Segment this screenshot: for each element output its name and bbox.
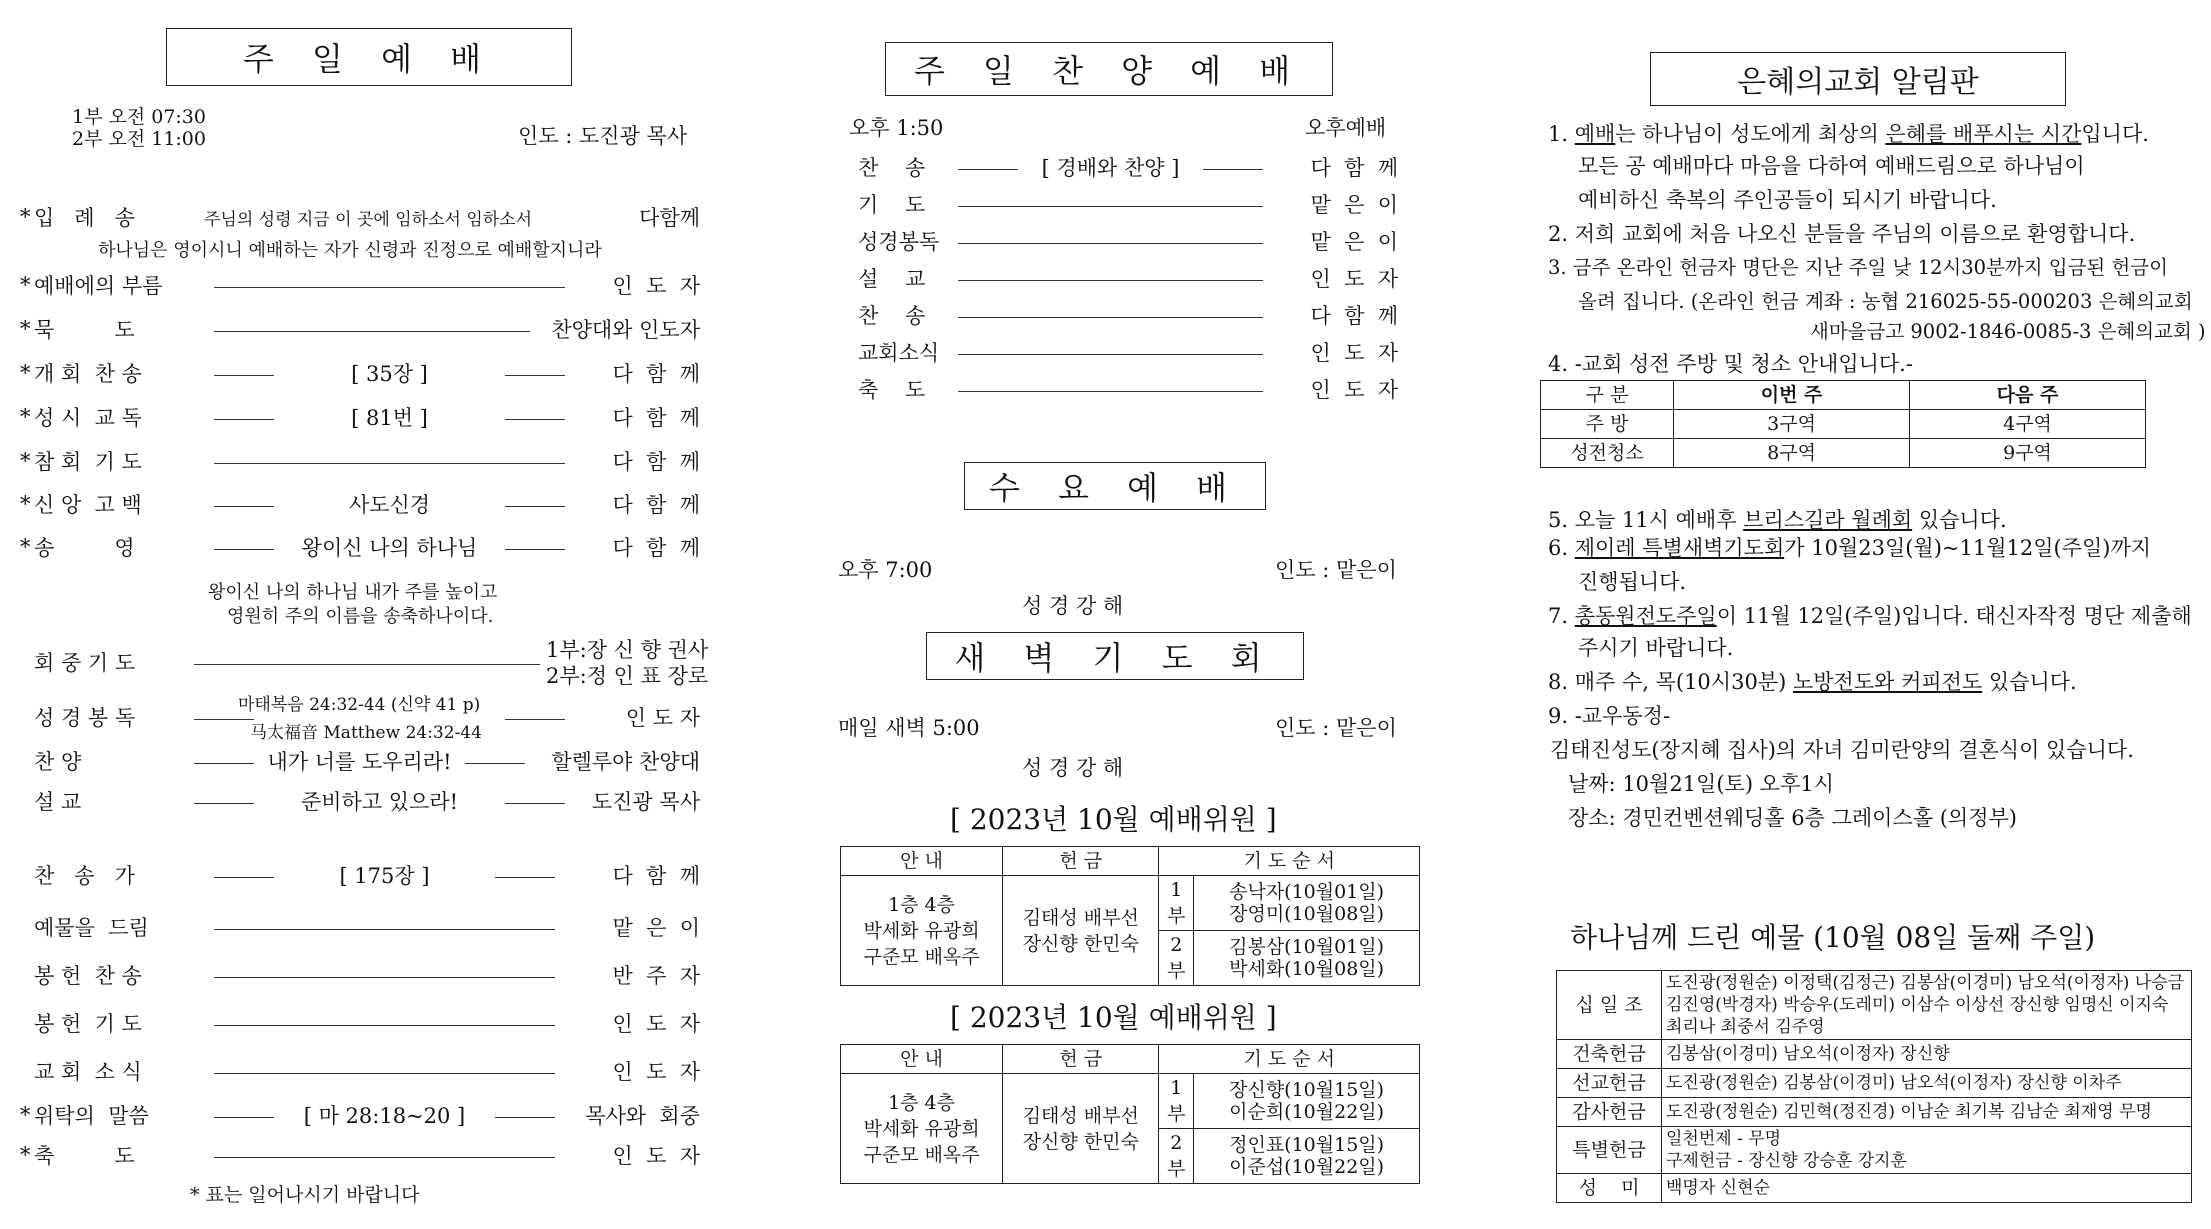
item-label: 성 경 봉 독 [34, 706, 136, 730]
item-mid: [ 175장 ] [339, 864, 430, 888]
offering-row [1557, 971, 2192, 1040]
notice-1-line-2: 모든 공 예배마다 마음을 다하여 예배드림으로 하나님이 [1578, 154, 2085, 178]
dawn-body: 성 경 강 해 [1022, 756, 1124, 780]
part-label: 1부 [1159, 1074, 1194, 1129]
cleaning-cell: 4구역 [1910, 410, 2146, 439]
notice-3-line-3: 새마을금고 9002-1846-0085-3 은혜의교회 ) [1810, 320, 2206, 343]
notice-6 [1548, 532, 2151, 562]
item-mid: 왕이신 나의 하나님 [301, 536, 478, 560]
item-right: 반 주 자 [612, 964, 700, 988]
offering-line: 김봉삼(이경미) 남오석(이정자) 장신향 [1666, 1044, 1950, 1064]
item-mid: 준비하고 있으라! [300, 790, 459, 814]
item-right: 할렐루야 찬양대 [551, 750, 700, 774]
notice-underline: 제이레 특별새벽기도회 [1574, 536, 1785, 560]
item-label: 참 회 기 도 [34, 450, 142, 474]
item-label: 회 중 기 도 [34, 651, 136, 675]
item-right: 찬양대와 인도자 [551, 318, 700, 342]
offering-line: 도진광(정원순) 김봉삼(이경미) 남오석(이정자) 장신향 이차주 [1666, 1073, 2122, 1093]
item-label: 교회소식 [858, 341, 940, 365]
prayer-name: 송낙자(10월01일) [1229, 881, 1385, 903]
notice-1-line-3: 예비하신 축복의 주인공들이 되시기 바랍니다. [1578, 188, 1997, 212]
dawn-time: 매일 새벽 5:00 [838, 716, 980, 740]
service-item-row [20, 1138, 700, 1172]
sunday-service-title: 주 일 예 배 [166, 28, 572, 86]
scripture-ref-chinese: 马太福音 Matthew 24:32-44 [250, 723, 482, 743]
notice-underline: 총동원전도주일 [1574, 604, 1717, 628]
item-label: 봉 헌 찬 송 [34, 964, 142, 988]
offering-line: 구제헌금 - 장신향 강승훈 강지훈 [1666, 1151, 1907, 1171]
offering-line: 백명자 신현순 [1666, 1178, 1770, 1198]
afternoon-item-row [858, 335, 1398, 369]
notice-text: 8. 매주 수, 목(10시30분) [1548, 670, 1793, 694]
service-item-row [20, 1006, 700, 1040]
part-label: 2부 [1159, 931, 1194, 986]
offering-category: 선교헌금 [1557, 1069, 1662, 1098]
item-label: 예물을 드림 [34, 916, 149, 940]
offering-row [1557, 1098, 2192, 1127]
item-label: 신 앙 고 백 [34, 493, 142, 517]
offering-line: 도진광(정원순) 이정택(김정근) 김봉삼(이경미) 남오석(이정자) 나승금 [1666, 973, 2185, 993]
committee-title-1: [ 2023년 10월 예배위원 ] [950, 803, 1277, 836]
item-label: 축 도 [34, 1144, 135, 1168]
notice-1 [1548, 118, 2149, 148]
afternoon-type: 오후예배 [1305, 116, 1387, 140]
offering-category: 감사헌금 [1557, 1098, 1662, 1127]
cleaning-header: 구 분 [1541, 381, 1674, 410]
notice-5 [1548, 504, 2007, 534]
service-item-row [20, 400, 700, 434]
item-right: 맡 은 이 [1310, 230, 1398, 254]
item-right: 인 도 자 [1310, 267, 1398, 291]
item-label: 묵 도 [34, 318, 135, 342]
service-item-row [20, 200, 700, 234]
notice-underline: 예배 [1574, 122, 1616, 146]
notice-text: 입니다. [2081, 122, 2149, 146]
item-right: 다 함 께 [612, 450, 700, 474]
notice-3-line-1: 3. 금주 온라인 헌금자 명단은 지난 주일 낮 12시30분까지 입금된 헌금이 [1548, 256, 2168, 279]
wednesday-leader: 인도 : 맡은이 [1275, 558, 1397, 582]
item-right: 인 도 자 [1310, 378, 1398, 402]
item-right: 다 함 께 [612, 493, 700, 517]
header-offering: 헌 금 [1003, 847, 1159, 876]
item-label: 찬 송 [858, 304, 926, 328]
notice-text: 5. 오늘 11시 예배후 [1548, 508, 1744, 532]
service-item-row [20, 444, 700, 478]
notice-text: 가 10월23일(월)~11월12일(주일)까지 [1784, 536, 2152, 560]
notice-9: 9. -교우동정- [1548, 704, 1671, 728]
prayer-name: 이순희(10월22일) [1229, 1101, 1385, 1123]
doxology-lyric-2: 영원히 주의 이름을 송축하나이다. [227, 606, 494, 627]
item-label: 설 교 [34, 790, 82, 814]
service-item-row [20, 356, 700, 390]
item-label: 예배에의 부름 [34, 274, 163, 298]
service-item-row [20, 1054, 700, 1088]
standing-marker: * [20, 1103, 31, 1127]
item-label: 찬 송 가 [34, 864, 135, 888]
guide-line: 1층 4층 [888, 893, 956, 916]
item-right: 맡 은 이 [1310, 193, 1398, 217]
item-right: 인 도 자 [625, 706, 700, 730]
offering-row [1557, 1069, 2192, 1098]
afternoon-time: 오후 1:50 [849, 116, 944, 140]
item-right: 다 함 께 [612, 864, 700, 888]
item-mid: [ 경배와 찬양 ] [1041, 156, 1180, 180]
afternoon-item-row [858, 150, 1398, 184]
notice-text: 있습니다. [1982, 670, 2077, 694]
header-prayer-order: 기 도 순 서 [1159, 847, 1420, 876]
wednesday-time: 오후 7:00 [838, 558, 933, 582]
standing-marker: * [20, 273, 31, 297]
item-right: 목사와 회중 [585, 1104, 700, 1128]
item-right: 인 도 자 [612, 1012, 700, 1036]
notice-3-line-2: 올려 집니다. (온라인 헌금 계좌 : 농협 216025-55-000203 은혜의교회 [1578, 290, 2193, 313]
part-names [1194, 1074, 1420, 1129]
notice-underline: 노방전도와 커피전도 [1792, 670, 1983, 694]
service-item-row [20, 958, 700, 992]
item-label: 개 회 찬 송 [34, 362, 142, 386]
cleaning-header: 다음 주 [1910, 381, 2146, 410]
service-item-row [20, 858, 700, 892]
offering-names [1662, 1040, 2192, 1069]
offering-line: 김태성 배부선 [1022, 906, 1139, 929]
wednesday-service-title: 수 요 예 배 [964, 462, 1266, 510]
item-right: 다 함 께 [612, 406, 700, 430]
item-mid: 사도신경 [348, 493, 431, 517]
guide-line: 구준모 배옥주 [863, 1143, 980, 1166]
service-item-row [20, 530, 700, 564]
dawn-leader: 인도 : 맡은이 [1275, 716, 1397, 740]
cleaning-cell: 성전청소 [1541, 439, 1674, 468]
guide-cell [841, 1074, 1003, 1184]
notice-6-line-2: 진행됩니다. [1578, 570, 1687, 594]
part-label: 2부 [1159, 1129, 1194, 1184]
offering-line: 장신향 한민숙 [1022, 1130, 1139, 1153]
notice-text: 는 하나님이 성도에게 최상의 [1615, 122, 1886, 146]
offering-names [1662, 1098, 2192, 1127]
offering-line: 김태성 배부선 [1022, 1104, 1139, 1127]
service-item-row [20, 487, 700, 521]
afternoon-praise-title: 주 일 찬 양 예 배 [885, 42, 1333, 96]
notice-text: 있습니다. [1912, 508, 2007, 532]
cleaning-cell: 3구역 [1674, 410, 1910, 439]
offering-category: 특별헌금 [1557, 1127, 1662, 1174]
standing-marker: * [20, 449, 31, 473]
item-right: 다함께 [639, 206, 700, 230]
standing-marker: * [20, 205, 31, 229]
cleaning-cell: 9구역 [1910, 439, 2146, 468]
standing-marker: * [20, 405, 31, 429]
standing-marker: * [20, 361, 31, 385]
item-label: 입 례 송 [34, 206, 135, 230]
part-names [1194, 1129, 1420, 1184]
part-label: 1부 [1159, 876, 1194, 931]
standing-marker: * [20, 492, 31, 516]
cleaning-table [1540, 380, 2146, 468]
guide-line: 구준모 배옥주 [863, 945, 980, 968]
item-label: 설 교 [858, 267, 926, 291]
offering-row [1557, 1040, 2192, 1069]
offering-names [1662, 1127, 2192, 1174]
item-label: 교 회 소 식 [34, 1060, 142, 1084]
standing-marker: * [20, 317, 31, 341]
offering-cell [1003, 1074, 1159, 1184]
prayer-leader-1: 1부:장 신 향 권사 [546, 638, 709, 662]
offering-names [1662, 1174, 2192, 1203]
cleaning-cell: 주 방 [1541, 410, 1674, 439]
service-time-2: 2부 오전 11:00 [72, 128, 206, 150]
item-label: 봉 헌 기 도 [34, 1012, 142, 1036]
item-right: 인 도 자 [1310, 341, 1398, 365]
item-right: 맡 은 이 [612, 916, 700, 940]
notice-underline: 브리스길라 월례회 [1743, 508, 1913, 532]
offering-table [1556, 970, 2192, 1203]
item-right: 다 함 께 [1310, 304, 1398, 328]
item-mid: [ 81번 ] [351, 406, 428, 430]
offering-category: 성 미 [1557, 1174, 1662, 1203]
cleaning-cell: 8구역 [1674, 439, 1910, 468]
notice-2: 2. 저희 교회에 처음 나오신 분들을 주님의 이름으로 환영합니다. [1548, 222, 2136, 246]
header-prayer-order: 기 도 순 서 [1159, 1045, 1420, 1074]
header-guide: 안 내 [841, 847, 1003, 876]
notice-4: 4. -교회 성전 주방 및 청소 안내입니다.- [1548, 352, 1913, 376]
afternoon-item-row [858, 224, 1398, 258]
guide-line: 1층 4층 [888, 1091, 956, 1114]
service-item-row [20, 268, 700, 302]
item-right: 인 도 자 [612, 274, 700, 298]
prayer-name: 이준섭(10월22일) [1229, 1156, 1385, 1178]
standing-marker: * [20, 1143, 31, 1167]
committee-title-2: [ 2023년 10월 예배위원 ] [950, 1001, 1277, 1034]
item-label: 축 도 [858, 378, 926, 402]
offering-row [1557, 1174, 2192, 1203]
notice-text: 이 11월 12일(주일)입니다. 태신자작정 명단 제출해 [1716, 604, 2192, 628]
prayer-name: 정인표(10월15일) [1229, 1134, 1385, 1156]
offering-category: 십 일 조 [1557, 971, 1662, 1040]
offering-line: 최리나 최중서 김주영 [1666, 1017, 1825, 1037]
service-item-row [20, 312, 700, 346]
item-label: 찬 양 [34, 750, 82, 774]
notice-9-line-3: 날짜: 10월21일(토) 오후1시 [1568, 772, 1834, 796]
item-right: 인 도 자 [612, 1144, 700, 1168]
item-mid: [ 마 28:18~20 ] [303, 1104, 466, 1128]
item-label: 위탁의 말씀 [34, 1104, 149, 1128]
notice-text: 6. [1548, 536, 1575, 560]
offering-names [1662, 971, 2192, 1040]
afternoon-item-row [858, 187, 1398, 221]
item-right: 인 도 자 [612, 1060, 700, 1084]
item-right: 다 함 께 [612, 536, 700, 560]
item-label: 기 도 [858, 193, 926, 217]
item-mid: 내가 너를 도우리라! [267, 750, 452, 774]
item-label: 성 시 교 독 [34, 406, 142, 430]
committee-table-1 [840, 846, 1420, 986]
item-label: 찬 송 [858, 156, 926, 180]
item-label: 성경봉독 [858, 230, 940, 254]
dawn-prayer-title: 새 벽 기 도 회 [926, 632, 1304, 680]
guide-line: 박세화 유광희 [863, 1117, 980, 1140]
prayer-name: 김봉삼(10월01일) [1229, 936, 1385, 958]
part-names [1194, 876, 1420, 931]
service-time-1: 1부 오전 07:30 [72, 106, 206, 128]
guide-cell [841, 876, 1003, 986]
notice-7-line-2: 주시기 바랍니다. [1578, 636, 1734, 660]
service-item-row [20, 1098, 700, 1132]
header-guide: 안 내 [841, 1045, 1003, 1074]
item-mid: [ 35장 ] [351, 362, 428, 386]
item-right: 다 함 께 [1310, 156, 1398, 180]
standing-marker: * [20, 535, 31, 559]
afternoon-item-row [858, 372, 1398, 406]
offering-line: 김진영(박경자) 박승우(도레미) 이삼수 이상선 장신향 임명신 이지숙 [1666, 995, 2169, 1015]
offering-line: 도진광(정원순) 김민혁(정진경) 이남순 최기복 김남순 최재영 무명 [1666, 1102, 2152, 1122]
anthem-row [20, 744, 700, 778]
bulletin-board-title: 은혜의교회 알림판 [1650, 52, 2066, 106]
wednesday-body: 성 경 강 해 [1022, 594, 1124, 618]
offering-cell [1003, 876, 1159, 986]
cleaning-header: 이번 주 [1674, 381, 1910, 410]
notice-underline: 은혜를 배푸시는 시간 [1885, 122, 2082, 146]
standing-footnote: * 표는 일어나시기 바랍니다 [190, 1184, 420, 1206]
scripture-ref-korean: 마태복음 24:32-44 (신약 41 p) [238, 695, 481, 715]
guide-line: 박세화 유광희 [863, 919, 980, 942]
notice-9-line-4: 장소: 경민컨벤션웨딩홀 6층 그레이스홀 (의정부) [1568, 806, 2017, 830]
entrance-note: 하나님은 영이시니 예배하는 자가 신령과 진정으로 예배할지니라 [98, 240, 602, 261]
offering-line: 일천번제 - 무명 [1666, 1129, 1782, 1149]
notice-8 [1548, 666, 2077, 696]
afternoon-item-row [858, 261, 1398, 295]
sermon-row [20, 784, 700, 818]
afternoon-item-row [858, 298, 1398, 332]
prayer-name: 박세화(10월08일) [1229, 958, 1385, 980]
offering-line: 장신향 한민숙 [1022, 932, 1139, 955]
header-offering: 헌 금 [1003, 1045, 1159, 1074]
item-right: 도진광 목사 [591, 790, 700, 814]
offering-row [1557, 1127, 2192, 1174]
item-mid: 주님의 성령 지금 이 곳에 임하소서 임하소서 [204, 209, 533, 230]
service-item-row [20, 910, 700, 944]
committee-table-2 [840, 1044, 1420, 1184]
notice-text: 7. [1548, 604, 1575, 628]
offering-category: 건축헌금 [1557, 1040, 1662, 1069]
offering-title: 하나님께 드린 예물 (10월 08일 둘째 주일) [1570, 921, 2096, 954]
item-right: 다 함 께 [612, 362, 700, 386]
part-names [1194, 931, 1420, 986]
notice-7 [1548, 600, 2192, 630]
doxology-lyric-1: 왕이신 나의 하나님 내가 주를 높이고 [208, 582, 498, 603]
prayer-leader-2: 2부:정 인 표 장로 [546, 664, 709, 688]
service-leader: 인도 : 도진광 목사 [518, 124, 688, 148]
notice-9-line-2: 김태진성도(장지혜 집사)의 자녀 김미란양의 결혼식이 있습니다. [1550, 738, 2134, 762]
prayer-name: 장영미(10월08일) [1229, 903, 1385, 925]
notice-text: 1. [1548, 122, 1575, 146]
item-label: 송 영 [34, 536, 135, 560]
offering-names [1662, 1069, 2192, 1098]
prayer-name: 장신향(10월15일) [1229, 1079, 1385, 1101]
